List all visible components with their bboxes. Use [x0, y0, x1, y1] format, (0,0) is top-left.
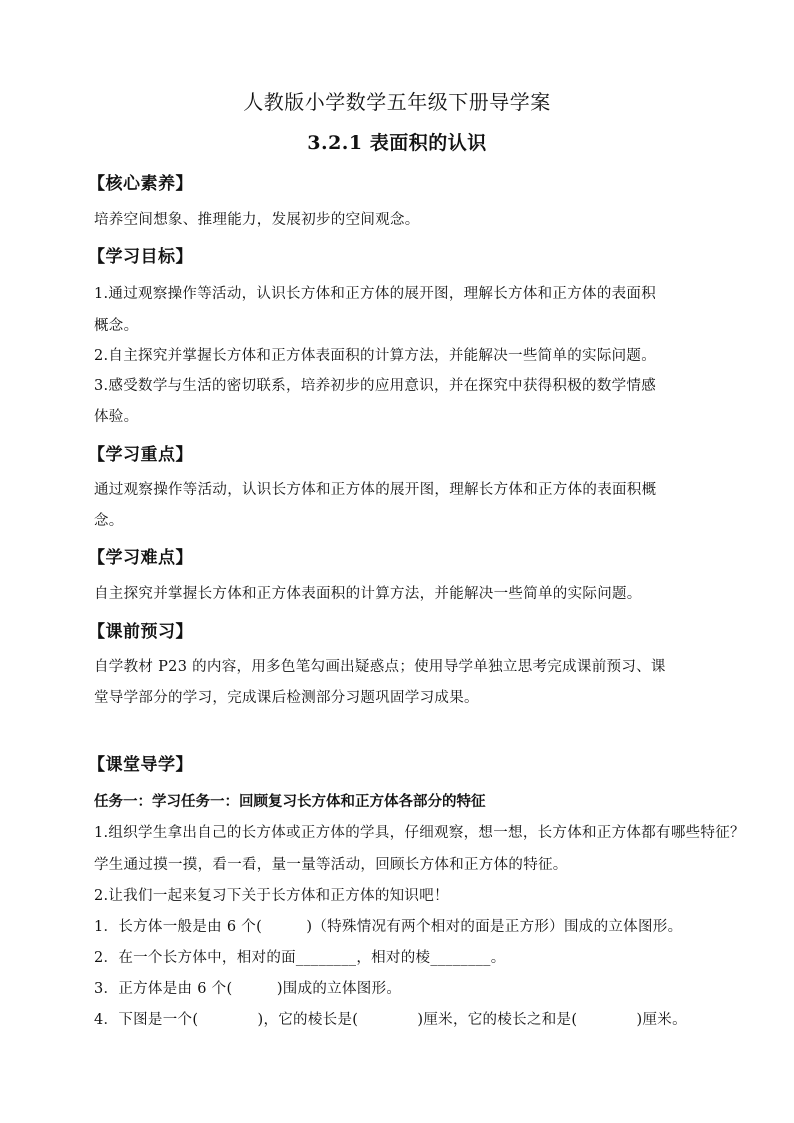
preview-line-2: 堂导学部分的学习，完成课后检测部分习题巩固学习成果。: [94, 690, 479, 706]
lesson-title: 3.2.1 表面积的认识: [307, 132, 487, 154]
objective-3-line-1: 3.感受数学与生活的密切联系，培养初步的应用意识，并在探究中获得积极的数学情感: [94, 378, 657, 394]
preview-heading: 【课前预习】: [88, 622, 193, 642]
question-4: 4．下图是一个( )，它的棱长是( )厘米，它的棱长之和是( )厘米。: [94, 1012, 687, 1028]
core-literacy-heading: 【核心素养】: [88, 174, 193, 194]
classroom-p1-line-2: 学生通过摸一摸，看一看，量一量等活动，回顾长方体和正方体的特征。: [94, 857, 568, 873]
question-3: 3．正方体是由 6 个( )围成的立体图形。: [94, 981, 402, 997]
objective-1-line-1: 1.通过观察操作等活动，认识长方体和正方体的展开图，理解长方体和正方体的表面积: [94, 286, 657, 302]
classroom-p2: 2.让我们一起来复习下关于长方体和正方体的知识吧！: [94, 888, 449, 904]
difficulties-text: 自主探究并掌握长方体和正方体表面积的计算方法，并能解决一些简单的实际问题。: [94, 586, 642, 602]
question-2: 2．在一个长方体中，相对的面________，相对的棱________。: [94, 950, 506, 966]
key-points-line-2: 念。: [94, 513, 124, 529]
difficulties-heading: 【学习难点】: [88, 548, 193, 568]
objectives-heading: 【学习目标】: [88, 247, 193, 267]
classroom-p1-line-1: 1.组织学生拿出自己的长方体或正方体的学具，仔细观察，想一想，长方体和正方体都有哪些特征？: [94, 825, 745, 841]
question-1: 1．长方体一般是由 6 个( )（特殊情况有两个相对的面是正方形）围成的立体图形。: [94, 919, 683, 935]
key-points-line-1: 通过观察操作等活动，认识长方体和正方体的展开图，理解长方体和正方体的表面积概: [94, 482, 657, 498]
objective-3-line-2: 体验。: [94, 409, 139, 425]
preview-line-1: 自学教材 P23 的内容，用多色笔勾画出疑惑点；使用导学单独立思考完成课前预习、课: [94, 659, 666, 675]
classroom-heading: 【课堂导学】: [88, 755, 193, 775]
core-literacy-text: 培养空间想象、推理能力，发展初步的空间观念。: [94, 212, 420, 228]
document-title: 人教版小学数学五年级下册导学案: [243, 90, 551, 114]
objective-2: 2.自主探究并掌握长方体和正方体表面积的计算方法，并能解决一些简单的实际问题。: [94, 348, 657, 364]
key-points-heading: 【学习重点】: [88, 445, 193, 465]
task-1-title: 任务一：学习任务一：回顾复习长方体和正方体各部分的特征: [94, 793, 486, 810]
objective-1-line-2: 概念。: [94, 318, 139, 334]
